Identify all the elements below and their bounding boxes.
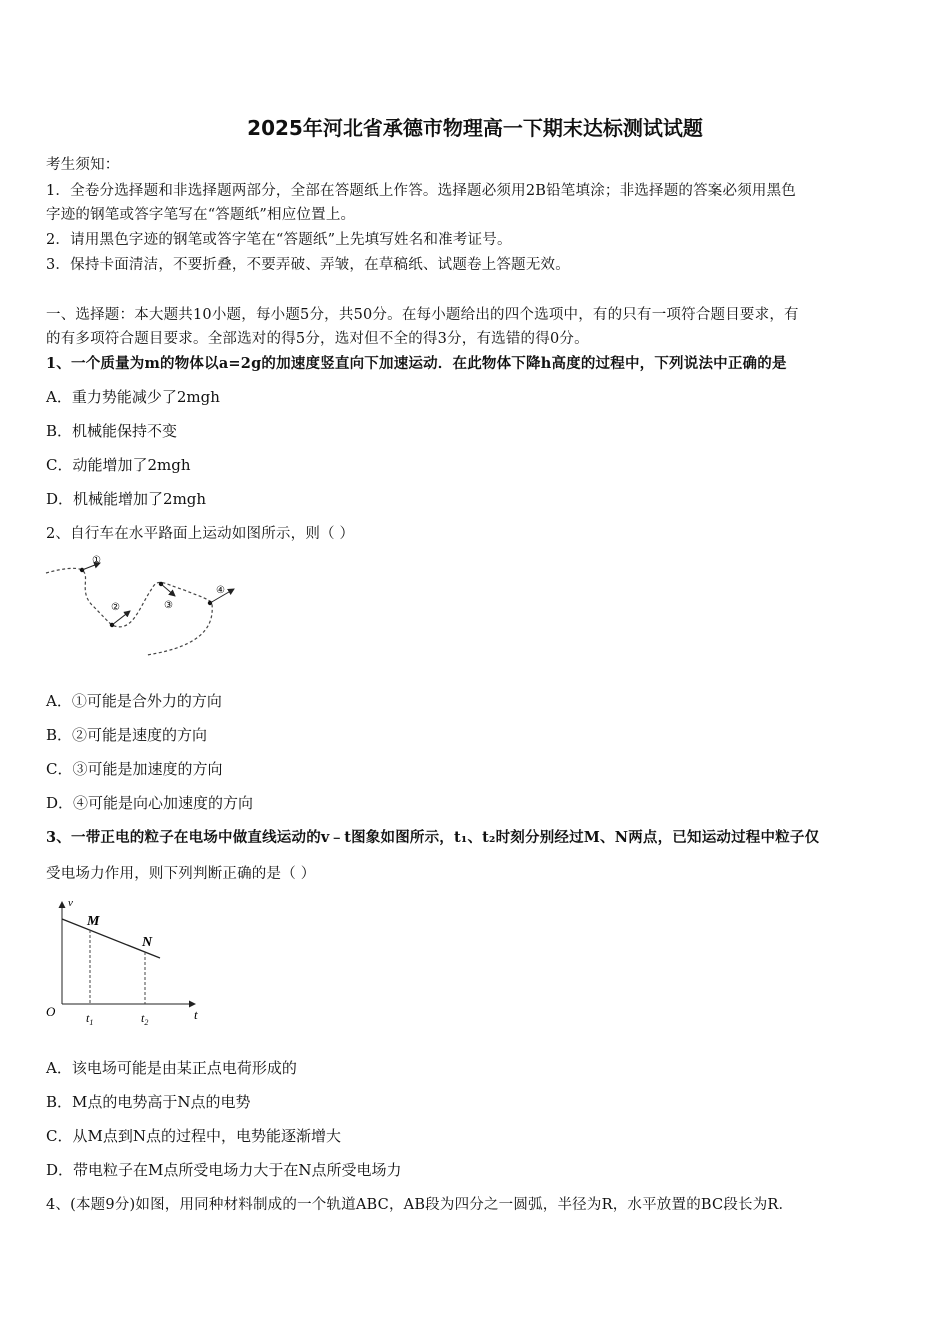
question-3-stem: 3、一带正电的粒子在电场中做直线运动的v﹣t图象如图所示，t₁、t₂时刻分别经过M、N两点，已知运动过程中粒子仅: [46, 829, 820, 846]
q1-option-a[interactable]: A．重力势能减少了2mgh: [46, 388, 220, 406]
q1-option-c[interactable]: C．动能增加了2mgh: [46, 456, 191, 474]
notice-item-1-cont: 字迹的钢笔或答字笔写在“答题纸”相应位置上。: [46, 207, 356, 223]
page-title: 2025年河北省承德市物理高一下期末达标测试试题: [247, 116, 703, 140]
q1-option-d[interactable]: D．机械能增加了2mgh: [46, 490, 207, 508]
notice-heading: 考生须知：: [46, 157, 120, 173]
question-3-stem-cont: 受电场力作用，则下列判断正确的是（ ）: [46, 866, 316, 882]
question-2-stem: 2、自行车在水平路面上运动如图所示，则（ ）: [46, 526, 355, 542]
q3-option-b[interactable]: B．M点的电势高于N点的电势: [46, 1093, 251, 1111]
section-heading-cont: 的有多项符合题目要求。全部选对的得5分，选对但不全的得3分，有选错的得0分。: [46, 331, 589, 347]
v-axis-label: v: [68, 897, 73, 909]
section-heading: 一、选择题：本大题共10小题，每小题5分，共50分。在每小题给出的四个选项中，有的只有一项符合题目要求，有: [46, 307, 799, 323]
label-1: ①: [92, 555, 101, 566]
q3-option-d[interactable]: D．带电粒子在M点所受电场力大于在N点所受电场力: [46, 1161, 402, 1179]
q3-option-a[interactable]: A．该电场可能是由某正点电荷形成的: [46, 1059, 297, 1077]
notice-item-3: 3．保持卡面清洁，不要折叠，不要弄破、弄皱，在草稿纸、试题卷上答题无效。: [46, 257, 570, 273]
question-1-stem: 1、一个质量为m的物体以a=2g的加速度竖直向下加速运动．在此物体下降h高度的过程中，下列说法中正确的是: [46, 355, 787, 372]
arrow-2: [112, 611, 130, 625]
point-n-label: N: [142, 935, 153, 950]
bicycle-path-figure: [44, 550, 244, 660]
origin-label: O: [46, 1004, 56, 1019]
q1-option-b[interactable]: B．机械能保持不变: [46, 422, 178, 440]
point-m-label: M: [87, 914, 100, 929]
question-4-stem: 4、(本题9分)如图，用同种材料制成的一个轨道ABC，AB段为四分之一圆弧，半径为R，水平放置的BC段长为R．: [46, 1197, 794, 1213]
q2-option-d[interactable]: D．④可能是向心加速度的方向: [46, 794, 254, 812]
notice-item-1: 1．全卷分选择题和非选择题两部分，全部在答题纸上作答。选择题必须用2B铅笔填涂；非选择题的答案必须用黑色: [46, 183, 797, 199]
q2-option-c[interactable]: C．③可能是加速度的方向: [46, 760, 223, 778]
label-3: ③: [164, 600, 173, 611]
t1-label: $t_1$: [86, 1011, 94, 1027]
v-t-graph: [40, 892, 220, 1032]
q2-option-a[interactable]: A．①可能是合外力的方向: [46, 692, 222, 710]
label-2: ②: [111, 602, 120, 613]
arrow-3: [161, 584, 175, 596]
t-axis-label: t: [194, 1007, 198, 1022]
q3-option-c[interactable]: C．从M点到N点的过程中，电势能逐渐增大: [46, 1127, 341, 1145]
t2-label: $t_2$: [141, 1011, 149, 1027]
label-4: ④: [216, 585, 225, 596]
q2-option-b[interactable]: B．②可能是速度的方向: [46, 726, 208, 744]
notice-item-2: 2．请用黑色字迹的钢笔或答字笔在“答题纸”上先填写姓名和准考证号。: [46, 232, 512, 248]
